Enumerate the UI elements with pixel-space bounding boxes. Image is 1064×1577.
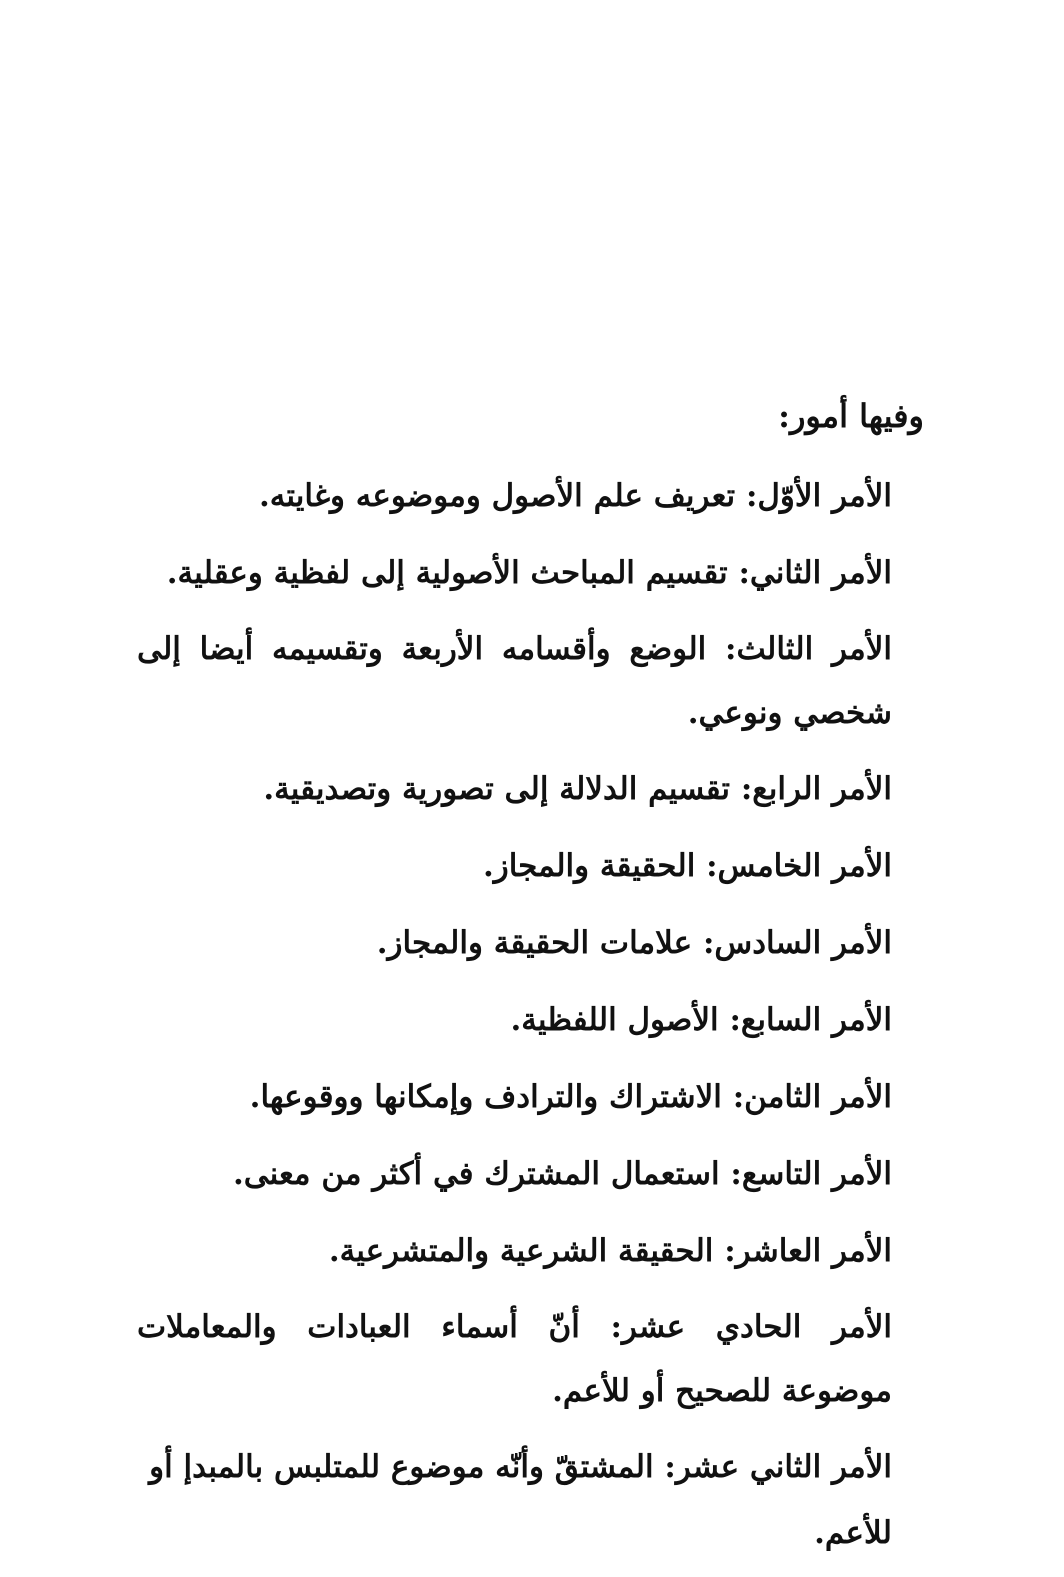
list-item [137,540,892,606]
item-label: الأمر الثاني: [738,555,892,591]
item-text: علامات الحقيقة والمجاز. [376,925,693,961]
item-text: تقسيم الدلالة إلى تصورية وتصديقية. [263,771,731,807]
item-label: الأمر السادس: [702,925,892,961]
item-label: الأمر الحادي عشر: [610,1309,892,1345]
list-item [137,1434,892,1566]
item-text: تعريف علم الأصول وموضوعه وغايته. [258,478,736,514]
list-item [137,910,892,976]
list-item [137,1141,892,1207]
list-item [137,1218,892,1284]
item-text: الأصول اللفظية. [510,1002,719,1038]
intro-heading: وفيها أمور: [778,397,924,435]
item-label: الأمر الرابع: [740,771,892,807]
item-text: استعمال المشترك في أكثر من معنى. [232,1156,720,1192]
list-item [137,1295,892,1423]
item-label: الأمر الثامن: [732,1079,892,1115]
item-text: الحقيقة والمجاز. [482,848,696,884]
item-label: الأمر التاسع: [730,1156,892,1192]
list-item [137,833,892,899]
item-text: تقسيم المباحث الأصولية إلى لفظية وعقلية. [166,555,728,591]
list-item [137,987,892,1053]
item-text: الحقيقة الشرعية والمتشرعية. [328,1233,714,1269]
item-label: الأمر الثالث: [725,631,892,667]
list-item [137,463,892,529]
list-item [137,1064,892,1130]
item-text: أنّ أسماء العبادات والمعاملات موضوعة للصحيح أو للأعم. [137,1309,892,1409]
item-text: الوضع وأقسامه الأربعة وتقسيمه أيضا إلى شخصي ونوعي. [137,631,892,731]
item-label: الأمر الثاني عشر: [664,1449,892,1485]
item-text: المشتقّ وأنّه موضوع للمتلبس بالمبدإ أو للأعم. [149,1449,892,1551]
item-label: الأمر الخامس: [706,848,892,884]
item-label: الأمر الأوّل: [745,478,892,514]
list-item [137,617,892,745]
item-text: الاشتراك والترادف وإمكانها ووقوعها. [249,1079,722,1115]
item-label: الأمر السابع: [729,1002,892,1038]
topics-list [137,463,892,1577]
item-label: الأمر العاشر: [724,1233,892,1269]
list-item [137,756,892,822]
